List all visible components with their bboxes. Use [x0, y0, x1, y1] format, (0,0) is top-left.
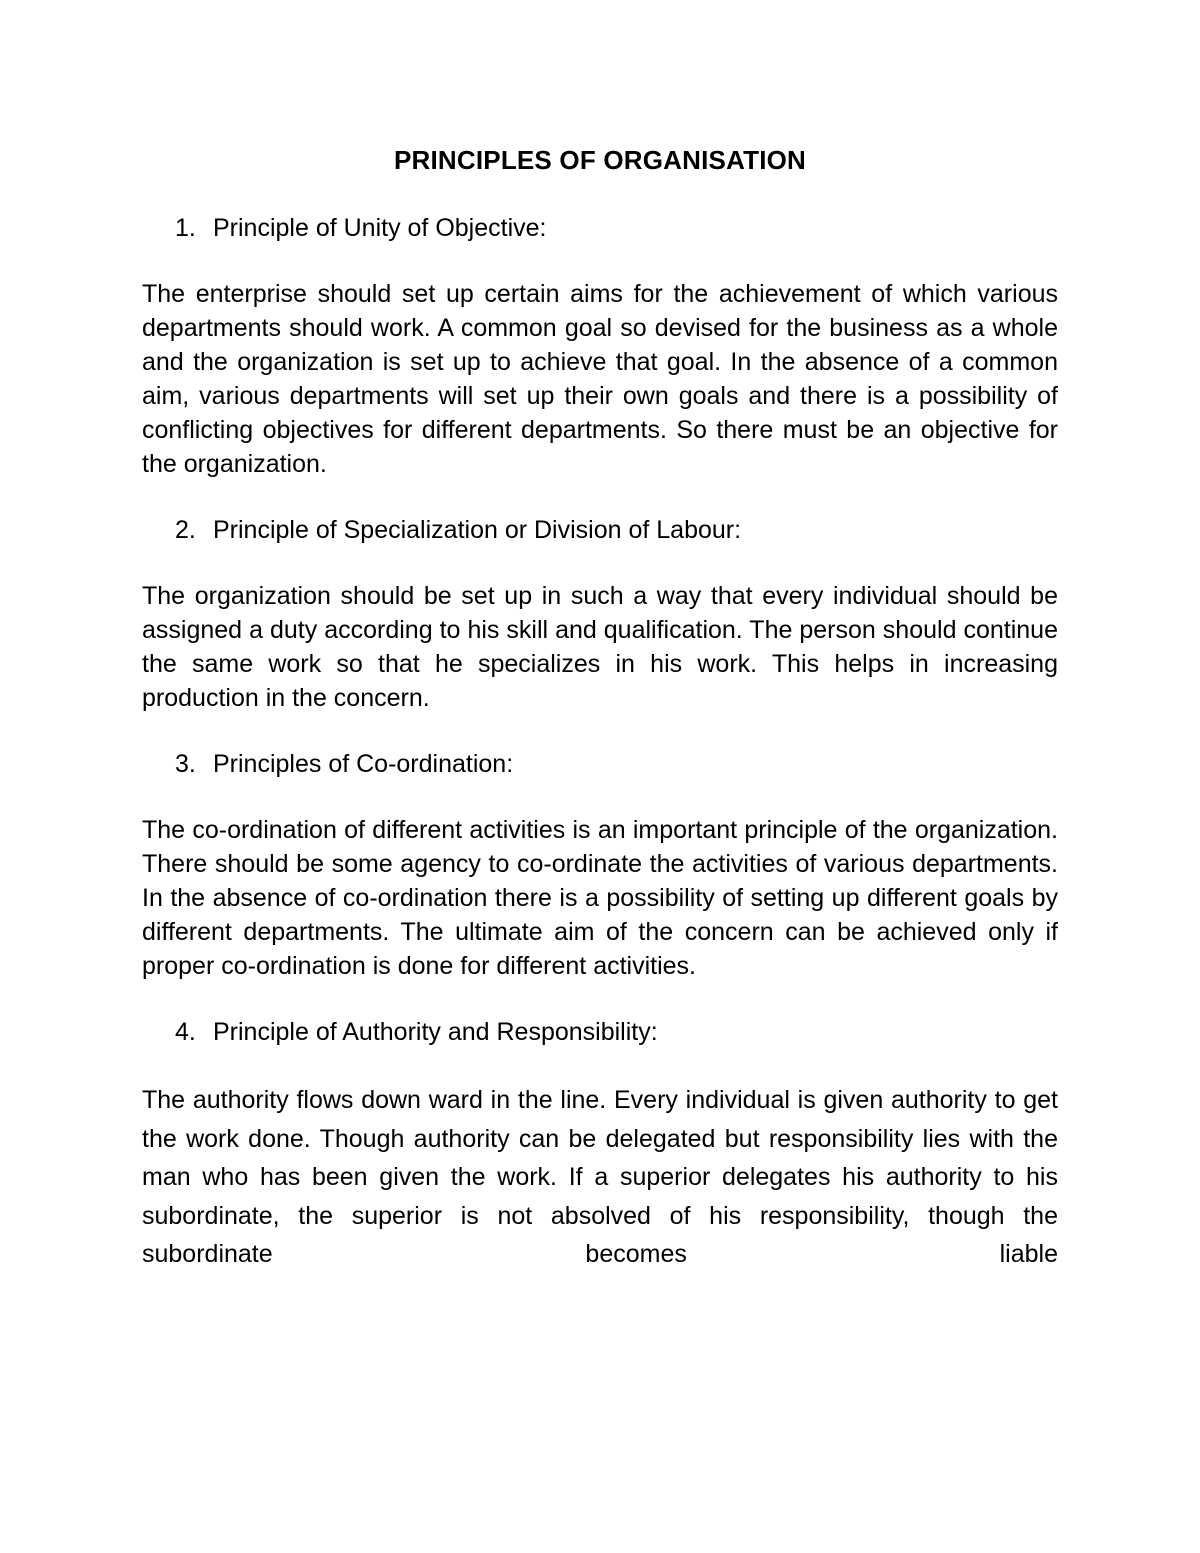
section-number: 3. — [175, 750, 196, 778]
section-body-3: The co-ordination of different activities is an important principle of the organization. There should be some agency to co-ordinate the activities of various departments. In the absence of co-ordination there is a possibility of setting up different goals by different departments. The ultimate aim of the concern can be achieved only if proper co-ordination is done for different activities. — [142, 816, 1058, 980]
document-title: PRINCIPLES OF ORGANISATION — [393, 145, 807, 175]
section-heading-1 — [142, 209, 1058, 247]
section-body-1: The enterprise should set up certain aims for the achievement of which various departments should work. A common goal so devised for the business as a whole and the organization is set up to achieve that goal. In the absence of a common aim, various departments will set up their own goals and there is a possibility of conflicting objectives for different departments. So there must be an objective for the organization. — [142, 280, 1058, 478]
section-body-4: The authority flows down ward in the line. Every individual is given authority to get the work done. Though authority can be delegated but responsibility lies with the man who has been given the work. If a superior delegates his authority to his subordinate, the superior is not absolved of his responsibility, though the subordinate becomes liable — [142, 1086, 1058, 1268]
section-heading-3 — [142, 745, 1058, 783]
section-body-2: The organization should be set up in such a way that every individual should be assigned a duty according to his skill and qualification. The person should continue the same work so that he specializes in his work. This helps in increasing production in the concern. — [142, 582, 1058, 712]
section-heading-text: Principle of Unity of Objective: — [213, 214, 547, 242]
section-heading-text: Principles of Co-ordination: — [213, 750, 514, 778]
section-heading-4 — [142, 1013, 1058, 1051]
section-heading-text: Principle of Specialization or Division of Labour: — [213, 516, 742, 544]
section-number: 1. — [175, 214, 196, 242]
section-heading-text: Principle of Authority and Responsibility: — [213, 1018, 658, 1046]
section-number: 4. — [175, 1018, 196, 1046]
section-heading-2 — [142, 511, 1058, 549]
section-number: 2. — [175, 516, 196, 544]
document-content — [142, 141, 1058, 1274]
